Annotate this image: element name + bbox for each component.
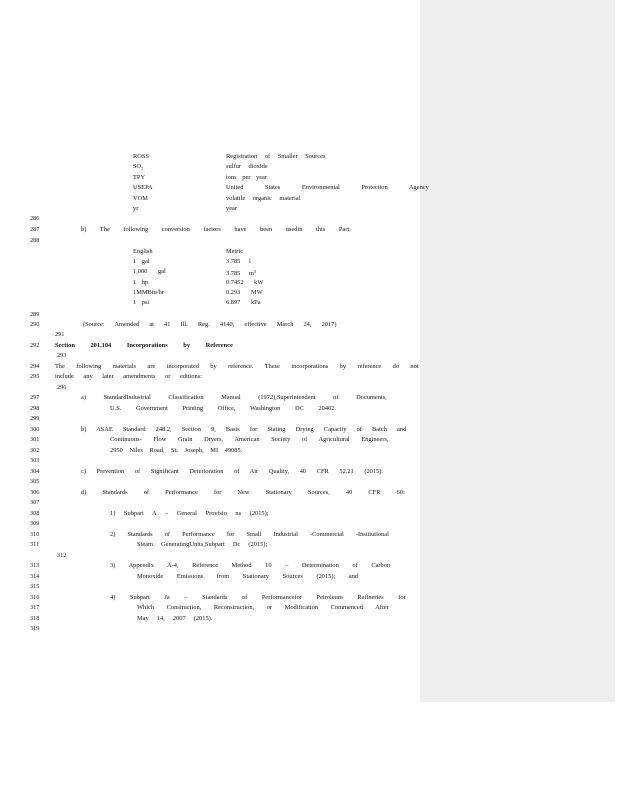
section-intro-line: The following materials are incorporated by reference. These incorporations by reference do not [55, 363, 419, 370]
line-number: 311 [30, 541, 40, 548]
abbr-definition: sulfur dioxide [226, 163, 268, 170]
line-number: 312 [57, 552, 67, 559]
abbr-term: yr [133, 205, 139, 212]
item-b-line: b) ASAE Standard 248.2, Section 9, Basis for Stating Drying Capacity of Batch and [81, 426, 407, 433]
line-number: 292 [30, 342, 40, 349]
line-number: 307 [30, 499, 40, 506]
conversion-english: 1 gal [133, 258, 150, 265]
line-number: 310 [30, 531, 40, 538]
conversion-metric: 0.7452 kW [226, 279, 264, 286]
line-number: 298 [30, 405, 40, 412]
conversion-metric: 6.897 kPa [226, 299, 261, 306]
line-number: 317 [30, 604, 40, 611]
subitem-2-line: Steam GeneratingUnits,Subpart Dc (2015); [137, 541, 268, 548]
item-c: c) Prevention of Significant Deterioration of Air Quality, 40 CFR 52.21 (2015). [81, 468, 383, 475]
line-number: 303 [30, 457, 40, 464]
subitem-4-line: 4) Subpart Ja – Standards of Performancefor Petroleum Refineries for [110, 594, 406, 601]
conversion-header-english: English [133, 248, 153, 255]
line-number: 287 [30, 226, 40, 233]
subitem-4-line: Which Construction, Reconstruction, or Modification Commenced After [137, 604, 389, 611]
subitem-4-line: May 14, 2007 (2015). [137, 615, 213, 622]
abbr-term: USEPA [133, 184, 153, 191]
line-number: 314 [30, 573, 40, 580]
line-number: 295 [30, 373, 40, 380]
line-number: 315 [30, 583, 40, 590]
line-number: 304 [30, 468, 40, 475]
line-number: 299 [30, 415, 40, 422]
line-number: 290 [30, 321, 40, 328]
abbr-term: ROSS [133, 153, 149, 160]
line-number: 288 [30, 237, 40, 244]
conversion-metric: 3.785 $m^3$ [226, 269, 257, 277]
abbr-definition: Registration of Smaller Sources [226, 153, 326, 160]
subitem-1: 1) Subpart A – General Provisio ns (2015); [110, 510, 269, 517]
subitem-3-line: Monoxide Emissions from Stationary Sources (2015); and [137, 573, 359, 580]
section-intro-line: include any later amendments or editions: [55, 373, 203, 380]
conversion-header-metric: Metric [226, 248, 244, 255]
line-number: 286 [30, 215, 40, 222]
comment-sidebar [420, 0, 615, 702]
line-number: 296 [57, 384, 67, 391]
subitem-2-line: 2) Standards of Performance for Small Industrial -Commercial -Institutional [110, 531, 389, 538]
item-a-line: U.S. Government Printing Office, Washington DC 20402. [110, 405, 336, 412]
abbr-definition: volatile organic material [226, 195, 301, 202]
line-number: 293 [57, 352, 67, 359]
conversion-intro: b) The following conversion factors have been usedin this Part: [81, 226, 351, 233]
abbr-term: TPY [133, 174, 146, 181]
abbr-definition: United States Environmental Protection Agency [226, 184, 429, 191]
line-number: 318 [30, 615, 40, 622]
line-number: 300 [30, 426, 40, 433]
subitem-3-line: 3) Appendix A-4, Reference Method 10 – Determination of Carbon [110, 562, 391, 569]
line-number: 305 [30, 478, 40, 485]
item-b-line: 2950 Niles Road, St. Joseph, MI 49085. [110, 447, 243, 454]
line-number: 297 [30, 394, 40, 401]
line-number: 302 [30, 447, 40, 454]
line-number: 301 [30, 436, 40, 443]
conversion-english: 1,000 gal [133, 268, 166, 275]
conversion-english: 1 psi [133, 299, 150, 306]
abbr-definition: year [226, 205, 237, 212]
item-b-line: Continuous- Flow Grain Dryers, American Society of Agricultural Engineers, [110, 436, 389, 443]
item-a-line: a) StandardIndustrial Classification Manual (1972),Superintendent of Documents, [81, 394, 387, 401]
source-note: (Source: Amended at 41 Ill. Reg. 4140, effective March 24, 2017) [83, 321, 337, 328]
item-d: d) Standards of Performance for New Stationary Sources, 40 CFR 60: [81, 489, 405, 496]
line-number: 289 [30, 311, 40, 318]
conversion-metric: 3.785 l [226, 258, 251, 265]
line-number: 316 [30, 594, 40, 601]
abbr-term: SO₂ [133, 163, 144, 170]
abbr-term: VOM [133, 195, 148, 202]
line-number: 291 [55, 331, 65, 338]
line-number: 309 [30, 520, 40, 527]
conversion-metric: 0.293 MW [226, 289, 263, 296]
line-number: 308 [30, 510, 40, 517]
conversion-english: 1 hp [133, 279, 149, 286]
line-number: 313 [30, 562, 40, 569]
line-number: 319 [30, 625, 40, 632]
conversion-english: 1MMBtu/hr [133, 289, 164, 296]
section-title: Section 201.104 Incorporations by Reference [55, 342, 233, 349]
line-number: 306 [30, 489, 40, 496]
abbr-definition: tons per year [226, 174, 268, 181]
line-number: 294 [30, 363, 40, 370]
